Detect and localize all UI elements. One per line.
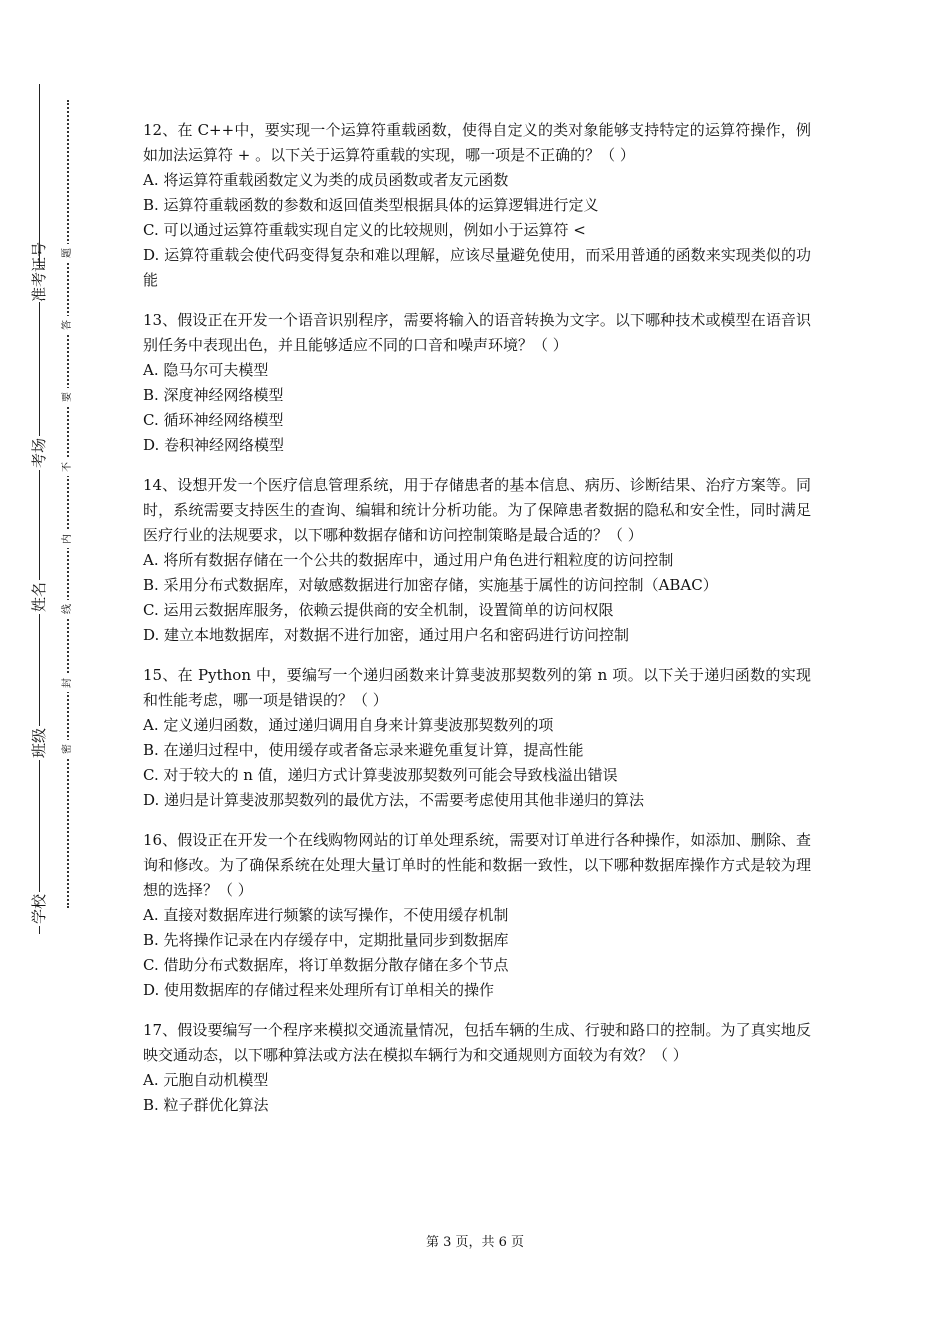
question-stem: 16、假设正在开发一个在线购物网站的订单处理系统，需要对订单进行各种操作，如添加、删除、查询和修改。为了确保系统在处理大量订单时的性能和数据一致性，以下哪种数据库操作方式是较为理想的选择？（ ） <box>143 831 811 899</box>
option-d: D. 递归是计算斐波那契数列的最优方法，不需要考虑使用其他非递归的算法 <box>143 791 645 809</box>
option-b: B. 粒子群优化算法 <box>143 1096 269 1114</box>
question-13 <box>143 308 811 458</box>
option-c: C. 对于较大的 n 值，递归方式计算斐波那契数列可能会导致栈溢出错误 <box>143 766 618 784</box>
option-a: A. 将运算符重载函数定义为类的成员函数或者友元函数 <box>143 171 509 189</box>
option-c: C. 运用云数据库服务，依赖云提供商的安全机制，设置简单的访问权限 <box>143 601 614 619</box>
binding-margin <box>0 0 110 1344</box>
seal-char: 不 <box>61 458 75 476</box>
field-class: 班级 <box>22 726 56 760</box>
binding-dotted-line <box>67 100 69 908</box>
option-a: A. 将所有数据存储在一个公共的数据库中，通过用户角色进行粗粒度的访问控制 <box>143 551 674 569</box>
option-b: B. 运算符重载函数的参数和返回值类型根据具体的运算逻辑进行定义 <box>143 196 599 214</box>
option-c: C. 循环神经网络模型 <box>143 411 284 429</box>
question-stem: 12、在 C++中，要实现一个运算符重载函数，使得自定义的类对象能够支持特定的运算符操作，例如加法运算符 + 。以下关于运算符重载的实现，哪一项是不正确的？（ ） <box>143 121 811 164</box>
option-d: D. 建立本地数据库，对数据不进行加密，通过用户名和密码进行访问控制 <box>143 626 630 644</box>
option-a: A. 隐马尔可夫模型 <box>143 361 269 379</box>
seal-char: 题 <box>61 244 75 262</box>
seal-char: 内 <box>61 530 75 548</box>
field-name: 姓名 <box>22 580 56 614</box>
option-b: B. 在递归过程中，使用缓存或者备忘录来避免重复计算，提高性能 <box>143 741 584 759</box>
option-c: C. 可以通过运算符重载实现自定义的比较规则，例如小于运算符 < <box>143 221 586 239</box>
option-b: B. 采用分布式数据库，对敏感数据进行加密存储，实施基于属性的访问控制（ABAC） <box>143 576 718 594</box>
option-b: B. 深度神经网络模型 <box>143 386 284 404</box>
option-a: A. 定义递归函数，通过递归调用自身来计算斐波那契数列的项 <box>143 716 554 734</box>
binding-solid-line <box>39 84 40 934</box>
question-16 <box>143 828 811 1003</box>
question-14 <box>143 473 811 648</box>
option-d: D. 使用数据库的存储过程来处理所有订单相关的操作 <box>143 981 495 999</box>
question-17 <box>143 1018 811 1118</box>
field-exam-room: 考场 <box>22 436 56 470</box>
question-stem: 15、在 Python 中，要编写一个递归函数来计算斐波那契数列的第 n 项。以下关于递归函数的实现和性能考虑，哪一项是错误的？（ ） <box>143 666 811 709</box>
option-a: A. 直接对数据库进行频繁的读写操作，不使用缓存机制 <box>143 906 509 924</box>
question-12 <box>143 118 811 293</box>
question-15 <box>143 663 811 813</box>
seal-char: 密 <box>61 740 75 758</box>
question-stem: 17、假设要编写一个程序来模拟交通流量情况，包括车辆的生成、行驶和路口的控制。为了真实地反映交通动态，以下哪种算法或方法在模拟车辆行为和交通规则方面较为有效？（ ） <box>143 1021 811 1064</box>
field-school: 学校 <box>22 892 56 926</box>
question-stem: 14、设想开发一个医疗信息管理系统，用于存储患者的基本信息、病历、诊断结果、治疗方案等。同时，系统需要支持医生的查询、编辑和统计分析功能。为了保障患者数据的隐私和安全性，同时满足医疗行业的法规要求，以下哪种数据存储和访问控制策略是最合适的？（ ） <box>143 476 811 544</box>
option-a: A. 元胞自动机模型 <box>143 1071 269 1089</box>
option-c: C. 借助分布式数据库，将订单数据分散存储在多个节点 <box>143 956 509 974</box>
option-d: D. 运算符重载会使代码变得复杂和难以理解，应该尽量避免使用，而采用普通的函数来实现类似的功能 <box>143 246 811 289</box>
option-b: B. 先将操作记录在内存缓存中，定期批量同步到数据库 <box>143 931 509 949</box>
questions-area <box>143 118 811 1133</box>
page-footer: 第 3 页，共 6 页 <box>425 1235 525 1250</box>
question-stem: 13、假设正在开发一个语音识别程序，需要将输入的语音转换为文字。以下哪种技术或模型在语音识别任务中表现出色，并且能够适应不同的口音和噪声环境？（ ） <box>143 311 811 354</box>
field-exam-number: 准考证号 <box>22 268 56 302</box>
seal-char: 线 <box>61 600 75 618</box>
seal-char: 答 <box>61 316 75 334</box>
seal-char: 封 <box>61 674 75 692</box>
option-d: D. 卷积神经网络模型 <box>143 436 285 454</box>
seal-char: 要 <box>61 388 75 406</box>
